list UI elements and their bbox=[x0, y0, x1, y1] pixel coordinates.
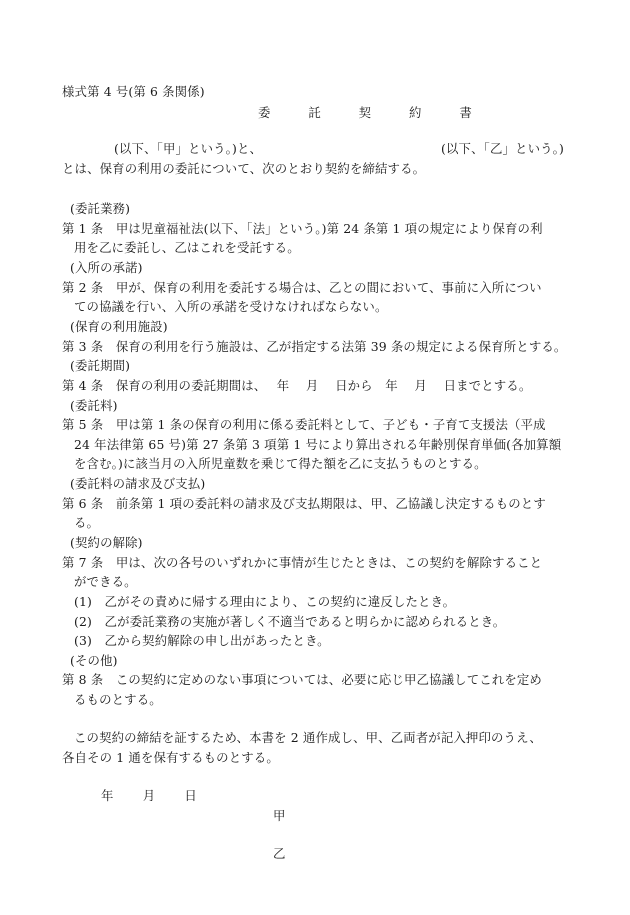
form-label: 様式第 4 号(第 6 条関係) bbox=[62, 84, 205, 99]
article-1-line-1: 第 1 条 甲は児童福祉法(以下、「法」という。)第 24 条第 1 項の規定により保育の利 bbox=[62, 221, 543, 236]
article-6-line-2: る。 bbox=[74, 515, 100, 530]
closing-line-1: この契約の締結を証するため、本書を 2 通作成し、甲、乙両者が記入押印のうえ、 bbox=[74, 730, 542, 745]
article-1-heading: (委託業務) bbox=[70, 201, 131, 216]
article-8-heading: (その他) bbox=[70, 653, 118, 668]
article-2-line-1: 第 2 条 甲が、保育の利用を委託する場合は、乙との間において、事前に入所につい bbox=[62, 280, 542, 295]
intro-party-b: (以下、「乙」という。) bbox=[441, 141, 564, 156]
article-5-line-2: 24 年法律第 65 号)第 27 条第 3 項第 1 号により算出される年齢別保育単価(各加算額 bbox=[74, 437, 562, 452]
article-6-heading: (委託料の請求及び支払) bbox=[70, 476, 206, 491]
article-8-line-2: るものとする。 bbox=[74, 692, 162, 707]
article-2-heading: (入所の承諾) bbox=[70, 260, 143, 275]
article-7-item-3: (3) 乙から契約解除の申し出があったとき。 bbox=[74, 633, 330, 648]
party-a-label: 甲 bbox=[273, 808, 286, 823]
date-line: 年 月 日 bbox=[101, 788, 197, 803]
article-5-line-3: を含む。)に該当月の入所児童数を乗じて得た額を乙に支払うものとする。 bbox=[74, 456, 487, 471]
article-7-item-2: (2) 乙が委託業務の実施が著しく不適当であると明らかに認められるとき。 bbox=[74, 614, 506, 629]
document-title: 委 託 契 約 書 bbox=[258, 105, 489, 120]
article-7-heading: (契約の解除) bbox=[70, 535, 143, 550]
article-7-line-2: ができる。 bbox=[74, 574, 137, 589]
closing-line-2: 各自その 1 通を保有するものとする。 bbox=[62, 750, 279, 765]
article-7-item-1: (1) 乙がその責めに帰する理由により、この契約に違反したとき。 bbox=[74, 594, 456, 609]
article-3-heading: (保育の利用施設) bbox=[70, 319, 168, 334]
article-3-line-1: 第 3 条 保育の利用を行う施設は、乙が指定する法第 39 条の規定による保育所とする。 bbox=[62, 339, 567, 354]
article-6-line-1: 第 6 条 前条第 1 項の委託料の請求及び支払期限は、甲、乙協議し決定するものとす bbox=[62, 496, 546, 511]
article-7-line-1: 第 7 条 甲は、次の各号のいずれかに事情が生じたときは、この契約を解除すること bbox=[62, 555, 543, 570]
article-2-line-2: ての協議を行い、入所の承諾を受けなければならない。 bbox=[74, 299, 388, 314]
article-4-line-1: 第 4 条 保育の利用の委託期間は、 年 月 日から 年 月 日までとする。 bbox=[62, 378, 532, 393]
intro-text: とは、保育の利用の委託について、次のとおり契約を締結する。 bbox=[62, 161, 426, 176]
article-5-line-1: 第 5 条 甲は第 1 条の保育の利用に係る委託料として、子ども・子育て支援法（平成 bbox=[62, 417, 546, 432]
article-5-heading: (委託料) bbox=[70, 398, 118, 413]
article-1-line-2: 用を乙に委託し、乙はこれを受託する。 bbox=[74, 240, 300, 255]
article-8-line-1: 第 8 条 この契約に定めのない事項については、必要に応じ甲乙協議してこれを定め bbox=[62, 672, 542, 687]
intro-party-a: (以下、「甲」という。)と、 bbox=[114, 141, 263, 156]
party-b-label: 乙 bbox=[273, 846, 286, 861]
article-4-heading: (委託期間) bbox=[70, 358, 131, 373]
